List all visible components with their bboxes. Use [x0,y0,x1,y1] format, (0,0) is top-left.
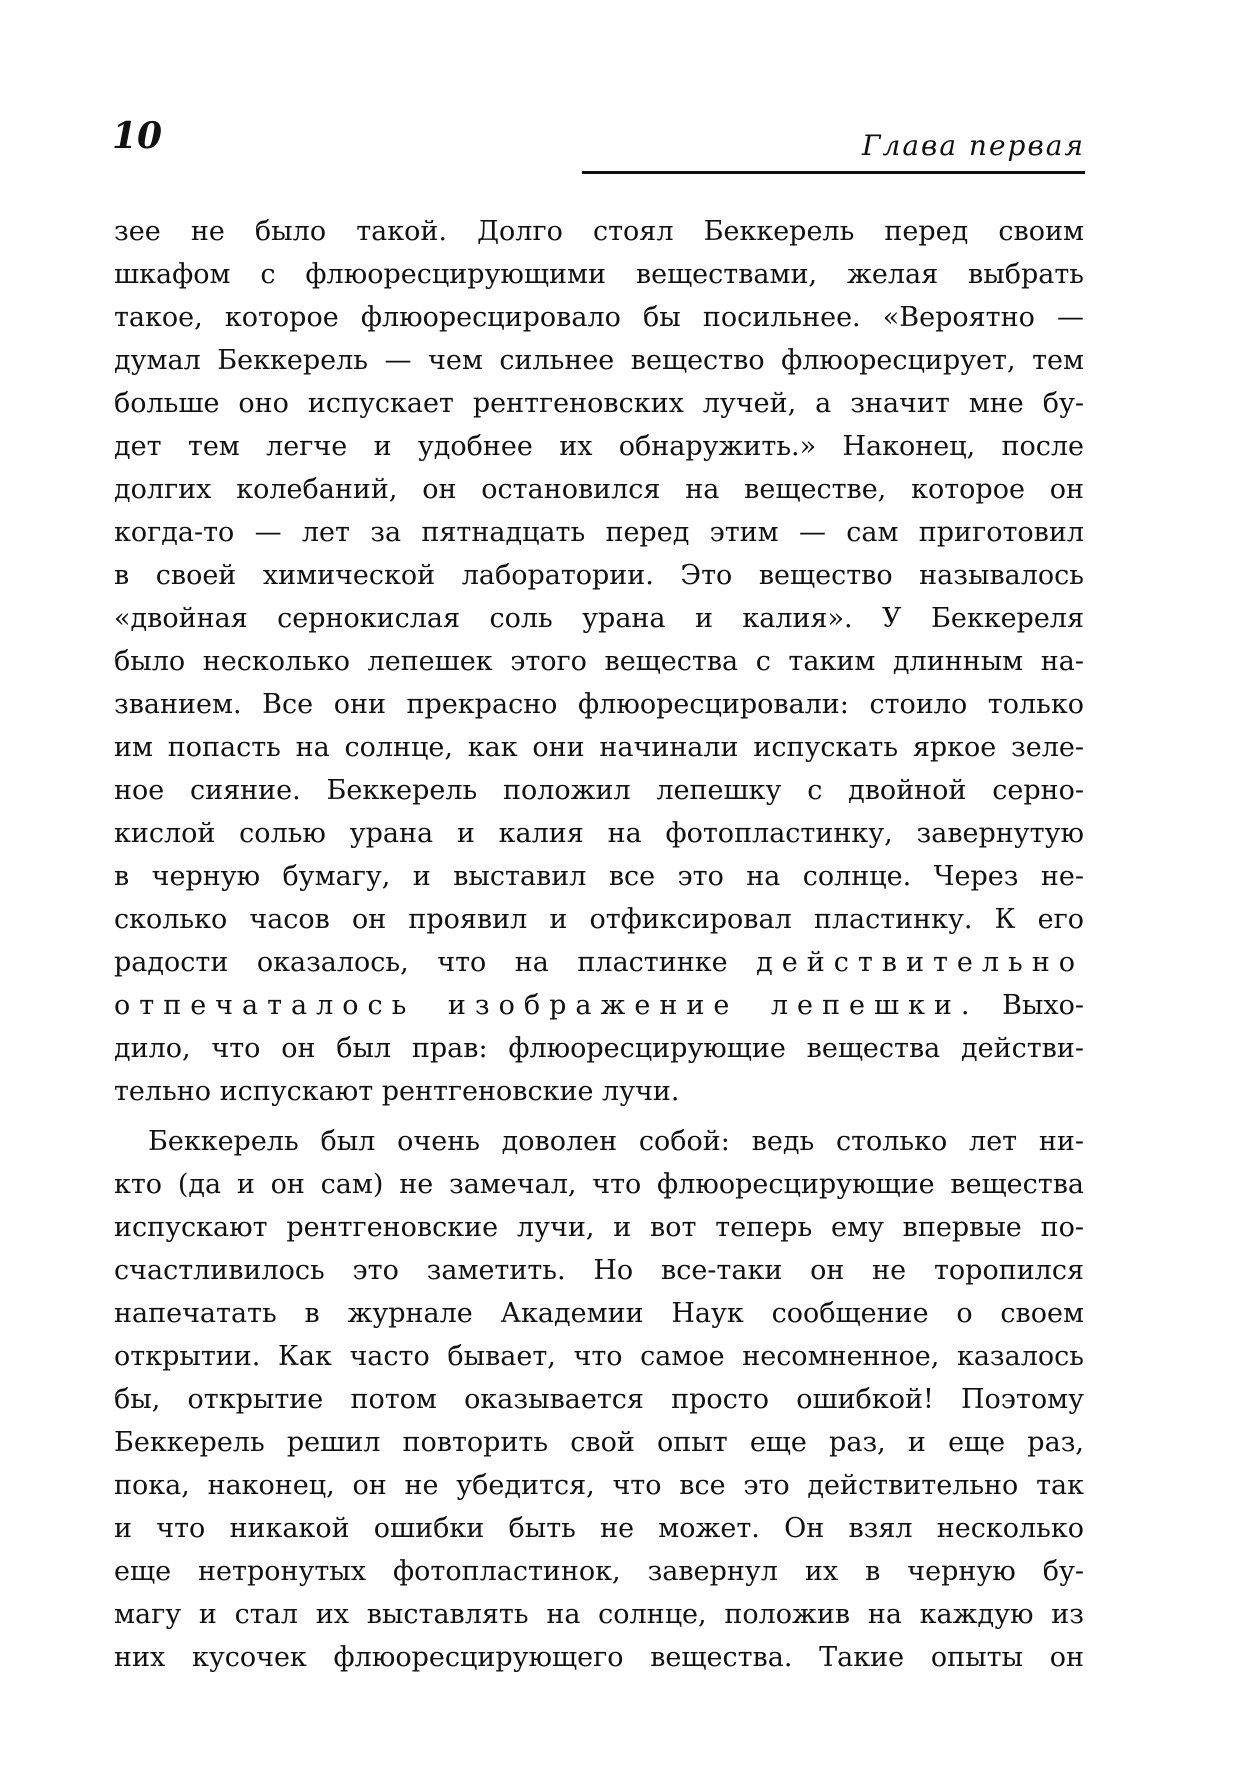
paragraph-2 [114,1120,1084,1679]
page-header [110,115,1085,178]
text-line: дило, что он был прав: флюоресцирующие вещества действи- [114,1033,1084,1064]
text-line: бы, открытие потом оказывается просто ошибкой! Поэтому [114,1384,1084,1415]
text-line: званием. Все они прекрасно флюоресцировали: стоило только [114,689,1084,720]
text-line: и что никакой ошибки быть не может. Он взял несколько [114,1513,1084,1544]
text-line: магу и стал их выставлять на солнце, положив на каждую из [114,1599,1084,1630]
text-line: ное сияние. Беккерель положил лепешку с двойной серно- [114,775,1084,806]
text-line: дет тем легче и удобнее их обнаружить.» Наконец, после [114,431,1084,462]
text-line: зее не было такой. Долго стоял Беккерель перед своим [114,216,1084,247]
text-line: них кусочек флюоресцирующего вещества. Такие опыты он [114,1642,1084,1673]
text-line-emphasis [114,941,1084,984]
paragraph-1 [114,210,1084,1113]
spaced-emphasis: отпечаталось изображение лепешки. [114,990,979,1021]
text-line: кислой солью урана и калия на фотопластинку, завернутую [114,818,1084,849]
text-line: думал Беккерель — чем сильнее вещество флюоресцирует, тем [114,345,1084,376]
text-line: было несколько лепешек этого вещества с таким длинным на- [114,646,1084,677]
text-span: радости оказалось, что на пластинке [114,947,728,978]
text-line: в черную бумагу, и выставил все это на солнце. Через не- [114,861,1084,892]
text-line: тельно испускают рентгеновские лучи. [114,1076,680,1107]
text-span: Выхо- [1002,990,1084,1021]
text-line: Беккерель решил повторить свой опыт еще раз, и еще раз, [114,1427,1084,1458]
page-number: 10 [112,115,163,157]
text-line: кто (да и он сам) не замечал, что флюоресцирующие вещества [114,1169,1084,1200]
text-line: такое, которое флюоресцировало бы посильнее. «Вероятно — [114,302,1084,333]
text-line: им попасть на солнце, как они начинали испускать яркое зеле- [114,732,1084,763]
text-line: испускают рентгеновские лучи, и вот теперь ему впервые по- [114,1212,1084,1243]
text-line: шкафом с флюоресцирующими веществами, желая выбрать [114,259,1084,290]
text-line: открытии. Как часто бывает, что самое несомненное, казалось [114,1341,1084,1372]
running-head: Глава первая [861,129,1085,162]
spaced-emphasis: действительно [756,947,1084,978]
paragraph-gap [114,1113,1084,1120]
text-line: Беккерель был очень доволен собой: ведь столько лет ни- [148,1126,1084,1157]
text-line-emphasis [114,984,1084,1027]
header-rule [582,171,1085,174]
text-line: «двойная сернокислая соль урана и калия». У Беккереля [114,603,1084,634]
text-line: больше оно испускает рентгеновских лучей, а значит мне бу- [114,388,1084,419]
text-line: еще нетронутых фотопластинок, завернул их в черную бу- [114,1556,1084,1587]
text-line: напечатать в журнале Академии Наук сообщение о своем [114,1298,1084,1329]
text-line: долгих колебаний, он остановился на веществе, которое он [114,474,1084,505]
text-line: сколько часов он проявил и отфиксировал пластинку. К его [114,904,1084,935]
text-line: пока, наконец, он не убедится, что все это действительно так [114,1470,1084,1501]
text-line: в своей химической лаборатории. Это вещество называлось [114,560,1084,591]
text-line: когда-то — лет за пятнадцать перед этим — сам приготовил [114,517,1084,548]
text-line: счастливилось это заметить. Но все-таки он не торопился [114,1255,1084,1286]
text-body [114,210,1084,1679]
